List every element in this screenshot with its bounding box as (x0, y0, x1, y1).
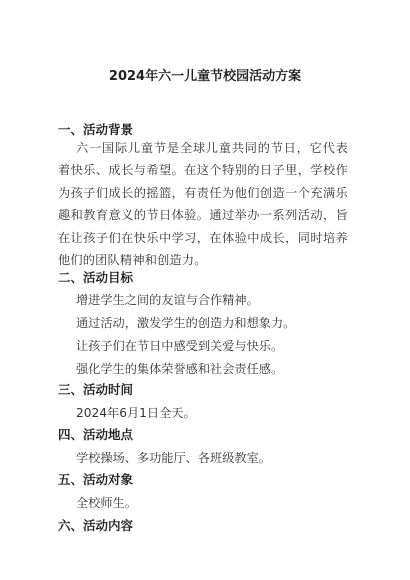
section-location-heading-wrap (58, 427, 358, 443)
section-time-heading-wrap (58, 382, 358, 398)
document-title: 2024年六一儿童节校园活动方案 (108, 69, 302, 84)
activity-location-value: 学校操场、多功能厅、各班级教室。 (76, 451, 271, 465)
section-heading-time: 三、活动时间 (58, 382, 134, 397)
section-background-paragraph: 六一国际儿童节是全球儿童共同的节日，它代表着快乐、成长与希望。在这个特别的日子里，学校作为孩子们成长的摇篮，有责任为他们创造一个充满乐趣和教育意义的节日体验。通过举办一系列活动，旨在让孩子们在快乐中学习，在体验中成长，同时培养他们的团队精神和创造力。 (58, 141, 348, 268)
section-heading-content: 六、活动内容 (58, 518, 134, 533)
section-heading-audience: 五、活动对象 (58, 472, 134, 487)
section-background-heading-wrap (58, 122, 358, 138)
section-heading-goals: 二、活动目标 (58, 270, 134, 285)
section-heading-location: 四、活动地点 (58, 427, 134, 442)
section-goals-heading-wrap (58, 270, 358, 286)
goal-item: 通过活动，激发学生的创造力和想象力。 (76, 316, 296, 330)
goal-item: 增进学生之间的友谊与合作精神。 (76, 293, 259, 307)
section-heading-background: 一、活动背景 (58, 122, 134, 137)
goal-item: 让孩子们在节日中感受到关爱与快乐。 (76, 339, 284, 353)
activity-audience-value: 全校师生。 (76, 496, 137, 510)
section-audience-heading-wrap (58, 472, 358, 488)
goal-item: 强化学生的集体荣誉感和社会责任感。 (76, 362, 284, 376)
activity-time-value: 2024年6月1日全天。 (76, 406, 196, 420)
section-content-heading-wrap (58, 518, 358, 534)
